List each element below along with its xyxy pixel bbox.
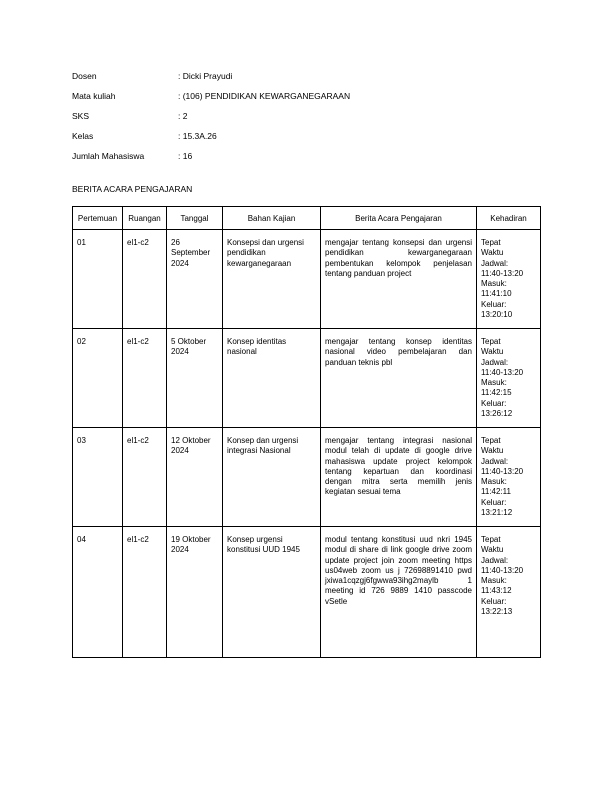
cell-kehadiran (477, 329, 541, 428)
kehadiran-line: Masuk: (481, 279, 507, 289)
cell-kehadiran (477, 230, 541, 329)
info-row-sks (72, 106, 532, 126)
berita-acara-table (72, 206, 541, 658)
table-row (73, 428, 541, 527)
kehadiran-line: Masuk: (481, 477, 507, 487)
cell-berita-acara: mengajar tentang integrasi nasional modul telah di update di google drive mahasiswa update project kelompok tentang kepartuan dan koordinasi dengan mitra serta memilih jenis kegiatan sesuai tema (321, 428, 477, 527)
sks-value: : 2 (178, 111, 188, 121)
cell-ruangan: el1-c2 (123, 329, 167, 428)
kehadiran-line: 13:22:13 (481, 607, 513, 617)
cell-pertemuan: 02 (73, 329, 123, 428)
kehadiran-line: Waktu (481, 347, 504, 357)
kehadiran-line: 11:42:11 (481, 487, 511, 497)
cell-kehadiran (477, 527, 541, 658)
cell-pertemuan: 04 (73, 527, 123, 658)
cell-tanggal: 12 Oktober 2024 (167, 428, 223, 527)
kehadiran-line: 11:42:15 (481, 388, 512, 398)
kehadiran-line: 11:41:10 (481, 289, 512, 299)
sks-label: SKS (72, 111, 90, 121)
kehadiran-line: Jadwal: (481, 456, 509, 466)
kehadiran-line: 13:21:12 (481, 508, 513, 518)
kehadiran-line: Tepat (481, 238, 501, 247)
cell-tanggal: 19 Oktober 2024 (167, 527, 223, 658)
cell-ruangan: el1-c2 (123, 230, 167, 329)
dosen-label: Dosen (72, 71, 97, 81)
kehadiran-line: Keluar: (481, 398, 507, 408)
cell-ruangan: el1-c2 (123, 527, 167, 658)
kehadiran-line: Tepat (481, 436, 501, 445)
cell-bahan-kajian: Konsepsi dan urgensi pendidikan kewarganegaraan (223, 230, 321, 329)
cell-berita-acara: mengajar tentang konsepsi dan urgensi pendidikan kewarganegaraan pembentukan kelompok penjelasan tentang panduan project (321, 230, 477, 329)
kehadiran-line: Keluar: (481, 497, 507, 507)
kelas-label: Kelas (72, 131, 94, 141)
info-row-dosen (72, 66, 532, 86)
cell-bahan-kajian: Konsep urgensi konstitusi UUD 1945 (223, 527, 321, 658)
cell-pertemuan: 03 (73, 428, 123, 527)
dosen-value: : Dicki Prayudi (178, 71, 233, 81)
jumlah-label: Jumlah Mahasiswa (72, 151, 145, 161)
kehadiran-line: Jadwal: (481, 357, 509, 367)
info-row-jumlah (72, 146, 532, 166)
cell-bahan-kajian: Konsep identitas nasional (223, 329, 321, 428)
info-row-matkul (72, 86, 532, 106)
kehadiran-line: 11:40-13:20 (481, 565, 524, 575)
table-row (73, 329, 541, 428)
section-title: BERITA ACARA PENGAJARAN (72, 184, 193, 194)
course-info (72, 66, 532, 166)
table-row (73, 527, 541, 658)
kehadiran-line: 11:40-13:20 (481, 466, 524, 476)
table-row (73, 230, 541, 329)
cell-tanggal: 26 September 2024 (167, 230, 223, 329)
kehadiran-line: Masuk: (481, 378, 507, 388)
jumlah-value: : 16 (178, 151, 193, 161)
header-ruangan: Ruangan (123, 207, 167, 230)
kehadiran-line: Tepat (481, 337, 501, 346)
kehadiran-line: Waktu (481, 446, 504, 456)
cell-kehadiran (477, 428, 541, 527)
kehadiran-line: 13:20:10 (481, 310, 513, 320)
cell-ruangan: el1-c2 (123, 428, 167, 527)
kehadiran-line: Waktu (481, 545, 504, 555)
cell-pertemuan: 01 (73, 230, 123, 329)
kehadiran-line: Masuk: (481, 576, 507, 586)
cell-berita-acara: modul tentang konstitusi uud nkri 1945 modul di share di link google drive zoom update project join zoom meeting https us04web zoom us j 72698891410 pwd jxiwa1cqzgj6fgwwa93ihg2maylb 1 meeting id 726 9889 1410 passcode vSetle (321, 527, 477, 658)
header-tanggal: Tanggal (167, 207, 223, 230)
kehadiran-line: 11:40-13:20 (481, 367, 524, 377)
kehadiran-line: Keluar: (481, 299, 507, 309)
info-row-kelas (72, 126, 532, 146)
kehadiran-line: Jadwal: (481, 258, 509, 268)
kelas-value: : 15.3A.26 (178, 131, 217, 141)
header-bahan-kajian: Bahan Kajian (223, 207, 321, 230)
header-berita-acara: Berita Acara Pengajaran (321, 207, 477, 230)
matkul-value: : (106) PENDIDIKAN KEWARGANEGARAAN (178, 91, 351, 101)
kehadiran-line: Tepat (481, 535, 501, 544)
cell-berita-acara: mengajar tentang konsep identitas nasional video pembelajaran dan panduan teknis pbl (321, 329, 477, 428)
kehadiran-line: 11:40-13:20 (481, 268, 524, 278)
kehadiran-line: 11:43:12 (481, 586, 512, 596)
cell-tanggal: 5 Oktober 2024 (167, 329, 223, 428)
kehadiran-line: Waktu (481, 248, 504, 258)
kehadiran-line: Jadwal: (481, 555, 509, 565)
matkul-label: Mata kuliah (72, 91, 116, 101)
table-header-row (73, 207, 541, 230)
header-pertemuan: Pertemuan (73, 207, 123, 230)
kehadiran-line: Keluar: (481, 596, 507, 606)
kehadiran-line: 13:26:12 (481, 409, 513, 419)
header-kehadiran: Kehadiran (477, 207, 541, 230)
cell-bahan-kajian: Konsep dan urgensi integrasi Nasional (223, 428, 321, 527)
